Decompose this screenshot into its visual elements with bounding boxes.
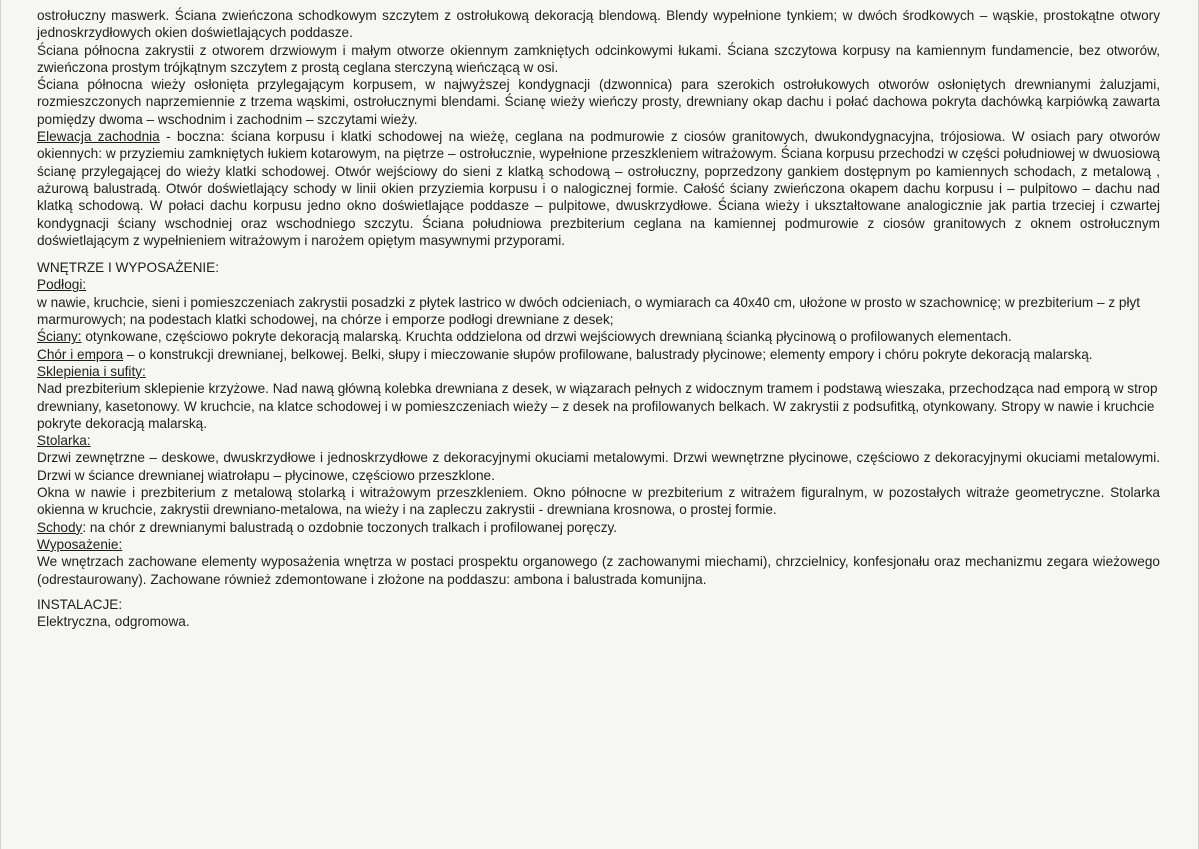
section-heading: Sklepienia i sufity: [37, 363, 146, 379]
paragraph-sciany [37, 328, 1160, 345]
section-text: : na chór z drewnianymi balustradą o ozdobnie toczonych tralkach i profilowanej poręczy. [82, 519, 618, 535]
paragraph: Ściana północna wieży osłonięta przylegającym korpusem, w najwyższej kondygnacji (dzwonnica) para szerokich ostrołukowych otworów osłoniętych drewnianymi żaluzjami, rozmieszczonych naprzemiennie z trzema wąskimi, ostrołucznymi blendami. Ścianę wieży wieńczy prosty, drewniany okap dachu i połać dachowa pokryta dachówką karpiówką zawarta pomiędzy dwoma – wschodnim i zachodnim – szczytami wieży. [37, 77, 1160, 127]
section-heading: Schody [37, 519, 83, 535]
section-text: otynkowane, częściowo pokryte dekoracją malarską. Kruchta oddzielona od drzwi wejściowych drewnianą ścianką płycinową o profilowanych elementach. [81, 329, 1012, 345]
section-text: – o konstrukcji drewnianej, belkowej. Belki, słupy i mieczowanie słupów profilowane, balustrady płycinowe; elementy empory i chóru pokryte dekoracją malarską. [123, 346, 1093, 362]
section-text: - boczna: ściana korpusu i klatki schodowej na wieżę, ceglana na podmurowie z ciosów granitowych, dwukondygnacyjna, trójosiowa. W osiach pary otworów okiennych: w przyziemiu zamkniętych łukiem kotarowym, na piętrze – ostrołucznie, wypełnione przeszkleniem witrażowym. Ściana korpusu przechodzi w części południowej w dwuosiową ścianę przylegającej do wieży klatki schodowej. Otwór wejściowy do sieni z klatką schodową – ostrołuczny, poprzedzony gankiem dostępnym po kamiennych schodach, z metalową , ażurową balustradą. Otwór doświetlający schody w linii okien przyziemia korpusu i o nalogicznej formie. Całość ściany zwieńczona okapem dachu korpusu i – pulpitowo – dachu nad klatką schodową. W połaci dachu korpusu jedno okno doświetlające poddasze – pulpitowe, dwuskrzydłowe. Ściana wieży i ukształtowane analogicznie jak partia trzeciej i czwartej kondygnacji ściany wschodniej oraz wschodniego szczytu. Ściana południowa prezbiterium ceglana na kamiennej podmurowie z ciosów granitowych z oknem ostrołucznym doświetlającym z wypełnieniem witrażowym i narożem opiętym masywnymi przyporami. [37, 129, 1161, 248]
section-text: Okna w nawie i prezbiterium z metalową stolarką i witrażowym przeszkleniem. Okno północne w prezbiterium z witrażem figuralnym, w pozostałych witraże geometryczne. Stolarka okienna w kruchcie, zakrystii drewniano-metalowa, na wieży i na zapleczu zakrystii - drewniana krosnowa, o prostej formie. [37, 485, 1160, 518]
section-text: Nad prezbiterium sklepienie krzyżowe. Nad nawą główną kolebka drewniana z desek, w wiązarach pełnych z widocznym tramem i podstawą wieszaka, przechodząca nad emporą w strop drewniany, kasetonowy. W kruchcie, na klatce schodowej i w pomieszczeniach wieży – z desek na profilowanych belkach. W zakrystii z podsufitką, otynkowany. Stropy w nawie i kruchcie pokryte dekoracją malarską. [37, 381, 1158, 431]
section-heading: Wyposażenie: [37, 536, 123, 552]
section-text: w nawie, kruchcie, sieni i pomieszczeniach zakrystii posadzki z płytek lastrico w dwóch odcieniach, o wymiarach ca 40x40 cm, ułożone w prosto w szachownicę; w prezbiterium – z płyt marmurowych; na podestach klatki schodowej, na chórze i emporze podłogi drewniane z desek; [37, 294, 1141, 328]
section-text: We wnętrzach zachowane elementy wyposażenia wnętrza w postaci prospektu organowego (z zachowanymi miechami), chrzcielnicy, konfesjonału oraz mechanizmu zegara wieżowego (odrestaurowany). Zachowane również zdemontowane i złożone na poddaszu: ambona i balustrada komunijna. [37, 554, 1160, 587]
section-title: INSTALACJE: [37, 596, 123, 612]
paragraph: ostrołuczny maswerk. Ściana zwieńczona schodkowym szczytem z ostrołukową dekoracją blendową. Blendy wypełnione tynkiem; w dwóch środkowych – wąskie, prostokątne otwory jednoskrzydłowych okien doświetlających poddasze. [37, 8, 1160, 41]
paragraph: Ściana północna zakrystii z otworem drzwiowym i małym otworze okiennym zamkniętych odcinkowymi łukami. Ściana szczytowa korpusy na kamiennym fundamencie, bez otworów, zwieńczona prostym trójkątnym szczytem z prostą ceglana sterczyną wieńczącą w osi. [37, 42, 1160, 75]
section-text: Drzwi zewnętrzne – deskowe, dwuskrzydłowe i jednoskrzydłowe z dekoracyjnymi okuciami metalowymi. Drzwi wewnętrzne płycinowe, częściowo z dekoracyjnymi okuciami metalowymi. Drzwi w ściance drewnianej wiatrołapu – płycinowe, częściowo przeszklone. [37, 450, 1160, 483]
section-title: WNĘTRZE I WYPOSAŻENIE: [37, 260, 220, 276]
document-text [37, 7, 1160, 630]
paragraph-elewacja [37, 128, 1160, 249]
section-heading: Ściany: [37, 329, 82, 345]
paragraph-schody [37, 519, 1160, 536]
section-text: Elektryczna, odgromowa. [37, 614, 190, 630]
section-heading: Chór i empora [37, 346, 124, 362]
section-heading: Elewacja zachodnia [37, 129, 160, 145]
section-heading: Podłogi: [37, 277, 87, 293]
paragraph-chor [37, 346, 1160, 363]
section-heading: Stolarka: [37, 433, 91, 449]
